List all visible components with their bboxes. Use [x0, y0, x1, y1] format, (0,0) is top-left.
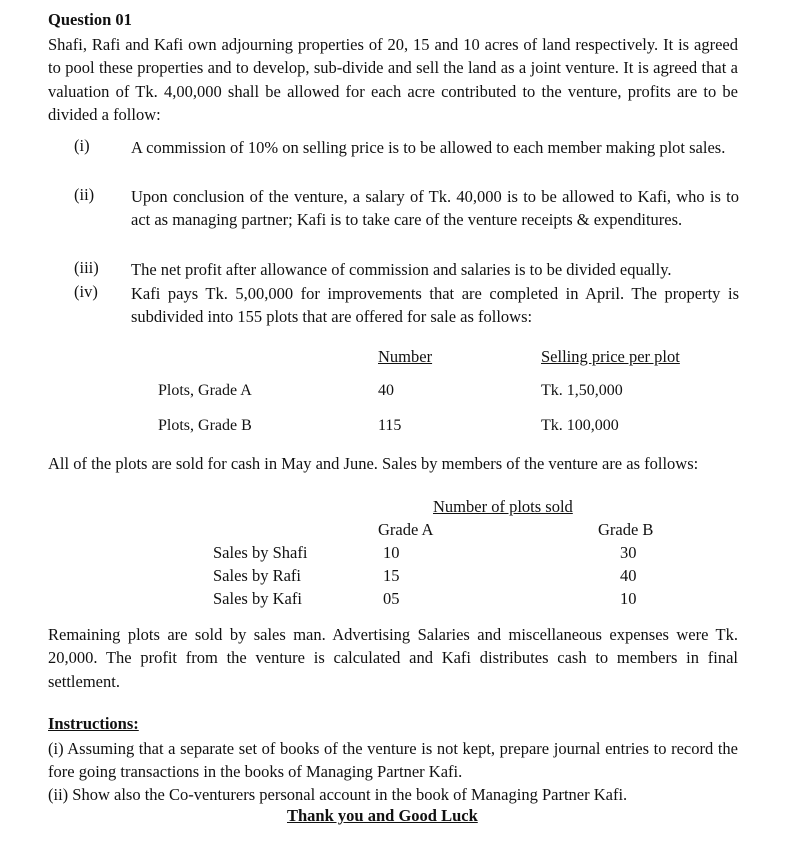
list-item-number: (ii) — [74, 185, 95, 204]
intro-paragraph: Shafi, Rafi and Kafi own adjourning properties of 20, 15 and 10 acres of land respectively. It is agreed to pool these properties and to develop, sub-divide and sell the land as a joint venture. It is agreed that a valuation of Tk. 4,00,000 shall be allowed for each acre contributed to the venture, profits are to be divided a follow: — [48, 35, 738, 124]
list-item-text: Upon conclusion of the venture, a salary of Tk. 40,000 is to be allowed to Kafi, who is to act as managing partner; Kafi is to take care of the venture receipts & expenditures. — [131, 187, 739, 230]
list-item-number: (iii) — [74, 258, 99, 277]
sales-intro-paragraph: All of the plots are sold for cash in May and June. Sales by members of the venture are as follows: — [48, 454, 699, 473]
plots-row-number: 40 — [378, 382, 394, 399]
plots-row-label: Plots, Grade B — [158, 417, 252, 434]
sales-table-header: Number of plots sold — [433, 497, 573, 516]
sales-row-label: Sales by Shafi — [213, 543, 308, 562]
sales-row-grade-a: 15 — [383, 566, 400, 585]
plots-header-price: Selling price per plot — [541, 347, 680, 366]
sales-row-label: Sales by Rafi — [213, 566, 301, 585]
instructions-title: Instructions: — [48, 714, 139, 733]
closing-text: Thank you and Good Luck — [287, 806, 478, 825]
list-item-number: (iv) — [74, 282, 98, 301]
list-item-text: A commission of 10% on selling price is to be allowed to each member making plot sales. — [131, 138, 726, 157]
sales-row-grade-b: 10 — [620, 589, 637, 608]
sales-row-grade-b: 30 — [620, 543, 637, 562]
plots-row-price: Tk. 1,50,000 — [541, 382, 623, 399]
sales-grade-a-header: Grade A — [378, 520, 434, 539]
sales-row-label: Sales by Kafi — [213, 589, 302, 608]
sales-row-grade-a: 10 — [383, 543, 400, 562]
instruction-item: (i) Assuming that a separate set of books of the venture is not kept, prepare journal entries to record the fore going transactions in the books of Managing Partner Kafi. — [48, 739, 738, 782]
question-title: Question 01 — [48, 10, 132, 29]
list-item-number: (i) — [74, 136, 90, 155]
remaining-paragraph: Remaining plots are sold by sales man. Advertising Salaries and miscellaneous expenses were Tk. 20,000. The profit from the venture is calculated and Kafi distributes cash to members in final settlement. — [48, 625, 738, 691]
sales-grade-b-header: Grade B — [598, 520, 654, 539]
sales-row-grade-b: 40 — [620, 566, 637, 585]
instruction-item: (ii) Show also the Co-venturers personal account in the book of Managing Partner Kafi. — [48, 785, 628, 804]
plots-row-number: 115 — [378, 417, 402, 434]
list-item-text: Kafi pays Tk. 5,00,000 for improvements that are completed in April. The property is subdivided into 155 plots that are offered for sale as follows: — [131, 284, 739, 327]
list-item-text: The net profit after allowance of commission and salaries is to be divided equally. — [131, 260, 672, 279]
plots-header-number: Number — [378, 347, 433, 366]
sales-row-grade-a: 05 — [383, 589, 400, 608]
plots-row-label: Plots, Grade A — [158, 382, 252, 399]
plots-row-price: Tk. 100,000 — [541, 417, 619, 434]
